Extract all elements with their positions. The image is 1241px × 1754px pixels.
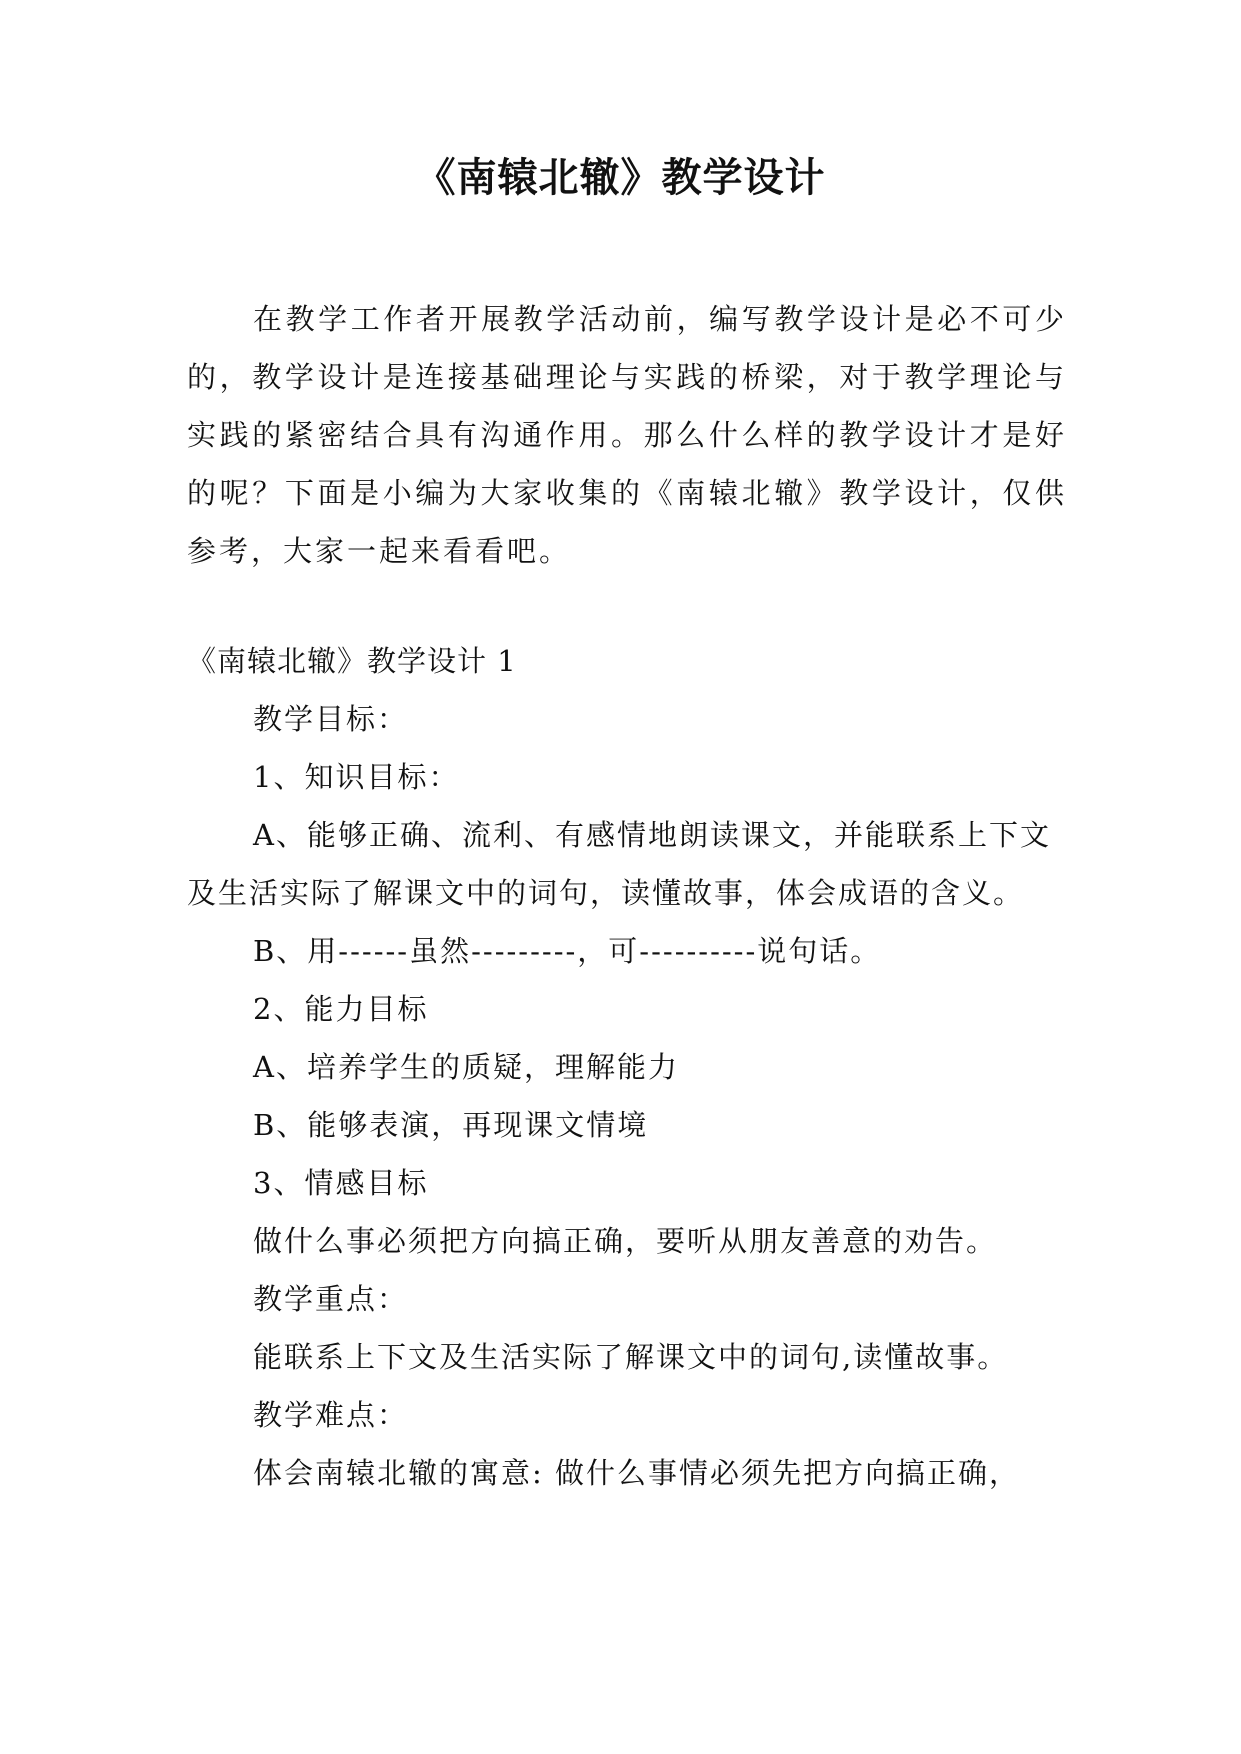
- difficulty-heading: 教学难点：: [253, 1398, 409, 1432]
- ability-goal-a: A、培养学生的质疑，理解能力: [253, 1050, 679, 1084]
- goals-heading: 教学目标：: [253, 702, 409, 736]
- difficulty-text: 体会南辕北辙的寓意: 做什么事情必须先把方向搞正确，: [253, 1456, 1020, 1490]
- knowledge-goal-a: A、能够正确、流利、有感情地朗读课文，并能联系上下文及生活实际了解课文中的词句，读懂故事，体会成语的含义。: [187, 818, 1051, 910]
- section-title: 《南辕北辙》教学设计 1: [187, 644, 517, 678]
- document-body: [187, 632, 1077, 1502]
- key-points-text: 能联系上下文及生活实际了解课文中的词句,读懂故事。: [253, 1340, 1009, 1374]
- ability-goal-heading: 2、能力目标: [253, 992, 429, 1026]
- key-points-heading: 教学重点：: [253, 1282, 409, 1316]
- ability-goal-b: B、能够表演，再现课文情境: [253, 1108, 649, 1142]
- knowledge-goal-heading: 1、知识目标：: [253, 760, 460, 794]
- emotion-goal-text: 做什么事必须把方向搞正确，要听从朋友善意的劝告。: [253, 1224, 998, 1258]
- intro-paragraph: 在教学工作者开展教学活动前，编写教学设计是必不可少的，教学设计是连接基础理论与实践的桥梁，对于教学理论与实践的紧密结合具有沟通作用。那么什么样的教学设计才是好的呢？下面是小编为大家收集的《南辕北辙》教学设计，仅供参考，大家一起来看看吧。: [187, 302, 1067, 568]
- knowledge-goal-b: B、用------虽然---------，可----------说句话。: [253, 934, 882, 968]
- document-title: 《南辕北辙》教学设计: [415, 155, 826, 201]
- emotion-goal-heading: 3、情感目标: [253, 1166, 429, 1200]
